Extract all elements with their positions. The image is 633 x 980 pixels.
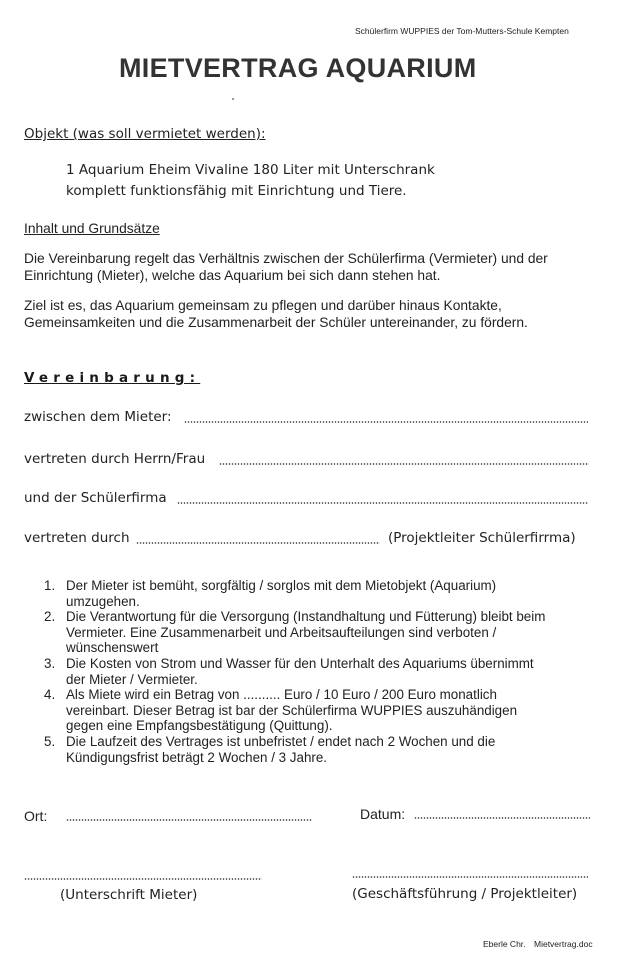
clause-line: wünschenswert — [66, 640, 159, 656]
clause-item — [44, 734, 604, 765]
inhalt-p1-line-1: Die Vereinbarung regelt das Verhältnis zwischen der Schülerfirma (Vermieter) und der — [24, 251, 548, 266]
clause-line: Die Verantwortung für die Versorgung (Instandhaltung und Fütterung) bleibt beim — [66, 609, 546, 625]
signature-mieter-line[interactable] — [24, 878, 262, 880]
footer-author: Eberle Chr. — [483, 939, 526, 949]
objekt-heading: Objekt (was soll vermietet werden): — [24, 126, 266, 142]
clause-item — [44, 687, 604, 734]
mieter-field[interactable] — [184, 421, 588, 423]
vertreten2-label: vertreten durch — [24, 530, 130, 546]
school-header: Schülerfirm WUPPIES der Tom-Mutters-Schule Kempten — [355, 26, 569, 36]
vertreten-label: vertreten durch Herrn/Frau — [24, 451, 206, 467]
objekt-line-1: 1 Aquarium Eheim Vivaline 180 Liter mit Unterschrank — [66, 162, 435, 178]
signature-leitung-line[interactable] — [352, 876, 588, 878]
signature-mieter-caption: (Unterschrift Mieter) — [60, 887, 198, 903]
vereinbarung-heading: Vereinbarung: — [24, 370, 201, 386]
clause-line: Als Miete wird ein Betrag von .......... Euro / 10 Euro / 200 Euro monatlich — [66, 687, 497, 703]
clause-line: vereinbart. Dieser Betrag ist bar der Schülerfirma WUPPIES auszuhändigen — [66, 702, 518, 718]
clause-number: 4. — [44, 687, 56, 703]
clause-number: 2. — [44, 609, 56, 625]
ort-label: Ort: — [24, 808, 48, 824]
clause-item — [44, 609, 604, 656]
footer-filename: Mietvertrag.doc — [534, 939, 593, 949]
clause-list — [44, 578, 604, 765]
datum-field[interactable] — [414, 817, 590, 819]
ort-field[interactable] — [66, 819, 312, 821]
clause-number: 3. — [44, 655, 56, 671]
clause-number: 1. — [44, 578, 56, 593]
document-title: MIETVERTRAG AQUARIUM — [119, 53, 477, 83]
inhalt-heading: Inhalt und Grundsätze — [24, 221, 160, 236]
inhalt-p2-line-1: Ziel ist es, das Aquarium gemeinsam zu pflegen und darüber hinaus Kontakte, — [24, 298, 502, 313]
clause-item — [44, 578, 604, 609]
inhalt-p2-line-2: Gemeinsamkeiten und die Zusammenarbeit der Schüler untereinander, zu fördern. — [24, 315, 528, 330]
clause-line: Kündigungsfrist beträgt 2 Wochen / 3 Jahre. — [66, 749, 328, 765]
datum-label: Datum: — [360, 806, 406, 822]
clause-line: der Mieter / Vermieter. — [66, 671, 198, 687]
mieter-label: zwischen dem Mieter: — [24, 409, 172, 425]
clause-line: gegen eine Empfangsbestätigung (Quittung). — [66, 718, 333, 734]
projektleiter-note: (Projektleiter Schülerfirrma) — [388, 530, 576, 546]
vertreten-field[interactable] — [219, 463, 589, 465]
clause-line: Vermieter. Eine Zusammenarbeit und Arbeitsaufteilungen sind verboten / — [66, 624, 497, 640]
clause-line: umzugehen. — [66, 593, 140, 609]
scan-speck — [232, 98, 234, 100]
clause-line: Der Mieter ist bemüht, sorgfältig / sorglos mit dem Mietobjekt (Aquarium) — [66, 578, 497, 593]
clause-line: Die Kosten von Strom und Wasser für den Unterhalt des Aquariums übernimmt — [66, 655, 534, 671]
clause-item — [44, 656, 604, 687]
objekt-line-2: komplett funktionsfähig mit Einrichtung und Tiere. — [66, 183, 407, 199]
vertreten2-field[interactable] — [136, 542, 380, 544]
inhalt-p1-line-2: Einrichtung (Mieter), welche das Aquarium bei sich dann stehen hat. — [24, 268, 441, 283]
schuelerfirma-label: und der Schülerfirma — [24, 490, 167, 506]
schuelerfirma-field[interactable] — [177, 502, 588, 504]
signature-leitung-caption: (Geschäftsführung / Projektleiter) — [352, 886, 578, 902]
clause-number: 5. — [44, 733, 56, 749]
clause-line: Die Laufzeit des Vertrages ist unbefristet / endet nach 2 Wochen und die — [66, 733, 496, 749]
